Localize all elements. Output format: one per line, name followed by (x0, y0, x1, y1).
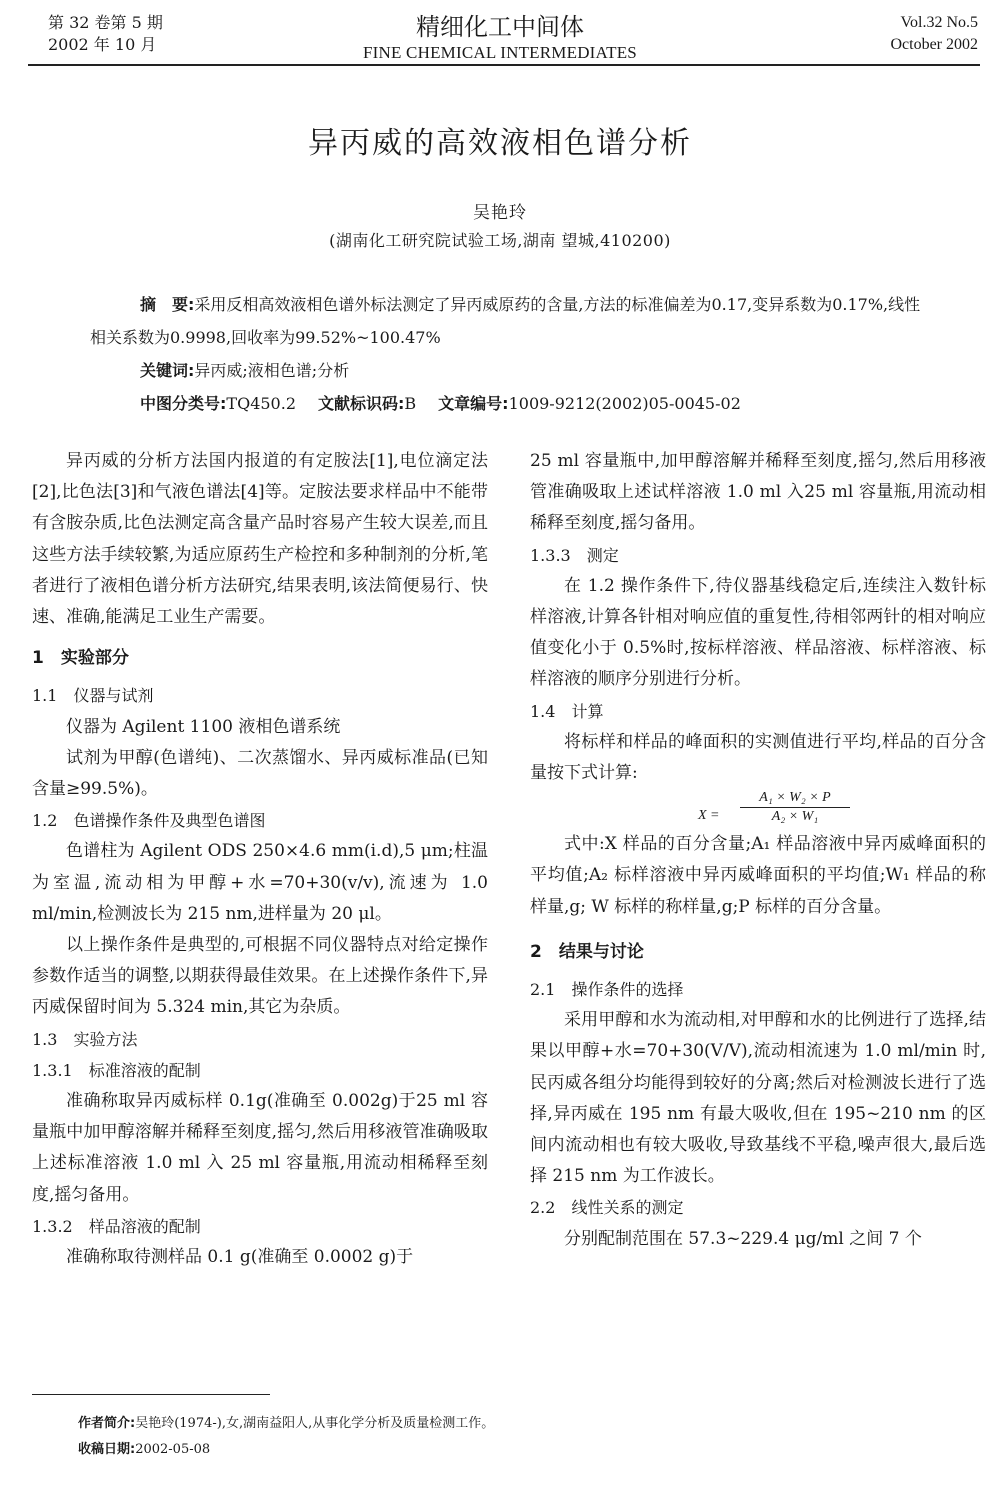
header-rule (28, 64, 980, 66)
instrument-paragraph: 仪器为 Agilent 1100 液相色谱系统 (66, 716, 341, 737)
doc-code-value: B (404, 394, 417, 413)
sample-solution-continued: 25 ml 容量瓶中,加甲醇溶解并稀释至刻度,摇匀,然后用移液管准确吸取上述试样溶液 1.0 ml 入25 ml 容量瓶,用流动相稀释至刻度,摇匀备用。 (530, 451, 986, 534)
intro-paragraph: 异丙威的分析方法国内报道的有定胺法[1],电位滴定法[2],比色法[3]和气液色谱法[4]等。定胺法要求样品中不能带有含胺杂质,比色法测定高含量产品时容易产生较大误差,而且这些方法手续较繁,为适应原药生产检控和多种制剂的分析,笔者进行了液相色谱分析方法研究,结果表明,该法简便易行、快速、准确,能满足工业生产需要。 (32, 451, 488, 628)
author-affiliation: (湖南化工研究院试验工场,湖南 望城,410200) (329, 231, 671, 250)
formula-lhs: X = (698, 808, 720, 824)
author-bio-label: 作者简介: (78, 1416, 136, 1431)
section-1-3-heading: 1.3 实验方法 (32, 1029, 138, 1049)
article-title: 异丙威的高效液相色谱分析 (308, 126, 692, 161)
journal-title-cn: 精细化工中间体 (416, 13, 584, 41)
condition-selection-paragraph: 采用甲醇和水为流动相,对甲醇和水的比例进行了选择,结果以甲醇+水=70+30(V/V),流动相流速为 1.0 ml/min 时,民丙威各组分均能得到较好的分离;然后对检测波长进行了选择,异丙威在 195 nm 有最大吸收,但在 195~210 nm 的区间内流动相也有较大吸收,导致基线不平稳,噪声很大,最后选择 215 nm 为工作波长。 (530, 1010, 986, 1187)
calculation-paragraph: 将标样和样品的峰面积的实测值进行平均,样品的百分含量按下式计算: (530, 731, 986, 784)
section-1-heading: 1 实验部分 (32, 648, 129, 669)
received-date: 2002-05-08 (135, 1442, 211, 1457)
section-2-2-heading: 2.2 线性关系的测定 (530, 1198, 684, 1218)
article-no-label: 文章编号: (438, 394, 509, 413)
abstract (90, 288, 932, 354)
header-center (0, 12, 1000, 64)
clc-label: 中图分类号: (140, 394, 227, 413)
author-bio-text: 吴艳玲(1974-),女,湖南益阳人,从事化学分析及质量检测工作。 (135, 1416, 495, 1431)
received-date-footnote (78, 1440, 210, 1460)
author-name: 吴艳玲 (473, 203, 527, 223)
formula-denominator: A₂ × W₁ (771, 809, 819, 825)
classification-line (90, 387, 932, 420)
abstract-text: 采用反相高效液相色谱外标法测定了异丙威原药的含量,方法的标准偏差为0.17,变异系数为0.17%,线性相关系数为0.9998,回收率为99.52%~100.47% (90, 295, 921, 347)
formula-numerator: A₁ × W₂ × P (740, 789, 850, 808)
footnote-rule (32, 1394, 270, 1395)
issue-date-en: October 2002 (890, 36, 978, 53)
issue-date: 2002 年 10 月 (48, 35, 157, 54)
section-1-4-heading: 1.4 计算 (530, 701, 604, 721)
section-1-3-1-heading: 1.3.1 标准溶液的配制 (32, 1060, 201, 1080)
section-2-1-heading: 2.1 操作条件的选择 (530, 980, 684, 1000)
abstract-block (90, 288, 932, 420)
formula-fraction (740, 789, 850, 826)
article-no-value: 1009-9212(2002)05-0045-02 (508, 394, 741, 413)
doc-code-label: 文献标识码: (318, 394, 405, 413)
typical-paragraph: 以上操作条件是典型的,可根据不同仪器特点对给定操作参数作适当的调整,以期获得最佳效果。在上述操作条件下,异丙威保留时间为 5.324 min,其它为杂质。 (32, 935, 488, 1018)
standard-solution-paragraph: 准确称取异丙威标样 0.1g(准确至 0.002g)于25 ml 容量瓶中加甲醇溶解并稀释至刻度,摇匀,然后用移液管准确吸取上述标准溶液 1.0 ml 入 25 ml 容量瓶,用流动相稀释至刻度,摇匀备用。 (32, 1091, 488, 1205)
section-1-3-3-heading: 1.3.3 测定 (530, 545, 619, 565)
linearity-paragraph: 分别配制范围在 57.3~229.4 μg/ml 之间 7 个 (564, 1228, 922, 1249)
abstract-label: 摘 要: (140, 295, 195, 314)
keywords-text: 异丙威;液相色谱;分析 (194, 361, 350, 380)
reagent-paragraph: 试剂为甲醇(色谱纯)、二次蒸馏水、异丙威标准品(已知含量≥99.5%)。 (32, 747, 488, 800)
keywords-label: 关键词: (140, 361, 195, 380)
volume-issue-en: Vol.32 No.5 (900, 14, 978, 31)
received-label: 收稿日期: (78, 1442, 136, 1457)
keywords (90, 354, 932, 387)
measurement-paragraph: 在 1.2 操作条件下,待仪器基线稳定后,连续注入数针标样溶液,计算各针相对响应值的重复性,待相邻两针的相对响应值变化小于 0.5%时,按标样溶液、样品溶液、标样溶液、标样溶液的顺序分别进行分析。 (530, 575, 986, 690)
clc-value: TQ450.2 (226, 394, 296, 413)
calculation-formula (530, 789, 986, 829)
section-1-3-2-heading: 1.3.2 样品溶液的配制 (32, 1216, 201, 1236)
sample-solution-paragraph: 准确称取待测样品 0.1 g(准确至 0.0002 g)于 (66, 1247, 414, 1268)
volume-issue: 第 32 卷第 5 期 (48, 13, 163, 32)
variable-definitions: 式中:X 样品的百分含量;A₁ 样品溶液中异丙威峰面积的平均值;A₂ 标样溶液中异丙威峰面积的平均值;W₁ 样品的称样量,g; W 标样的称样量,g;P 标样的百分含量。 (530, 834, 986, 917)
section-1-1-heading: 1.1 仪器与试剂 (32, 686, 154, 706)
section-2-heading: 2 结果与讨论 (530, 941, 644, 962)
right-column (530, 446, 986, 1255)
header-right (890, 12, 978, 56)
section-1-2-heading: 1.2 色谱操作条件及典型色谱图 (32, 811, 266, 831)
author-bio-footnote (78, 1414, 494, 1434)
left-column (32, 446, 488, 1273)
journal-title-en: FINE CHEMICAL INTERMEDIATES (363, 43, 637, 62)
conditions-paragraph: 色谱柱为 Agilent ODS 250×4.6 mm(i.d),5 μm;柱温为室温,流动相为甲醇+水=70+30(v/v),流速为 1.0 ml/min,检测波长为 215 nm,进样量为 20 μl。 (32, 841, 488, 924)
